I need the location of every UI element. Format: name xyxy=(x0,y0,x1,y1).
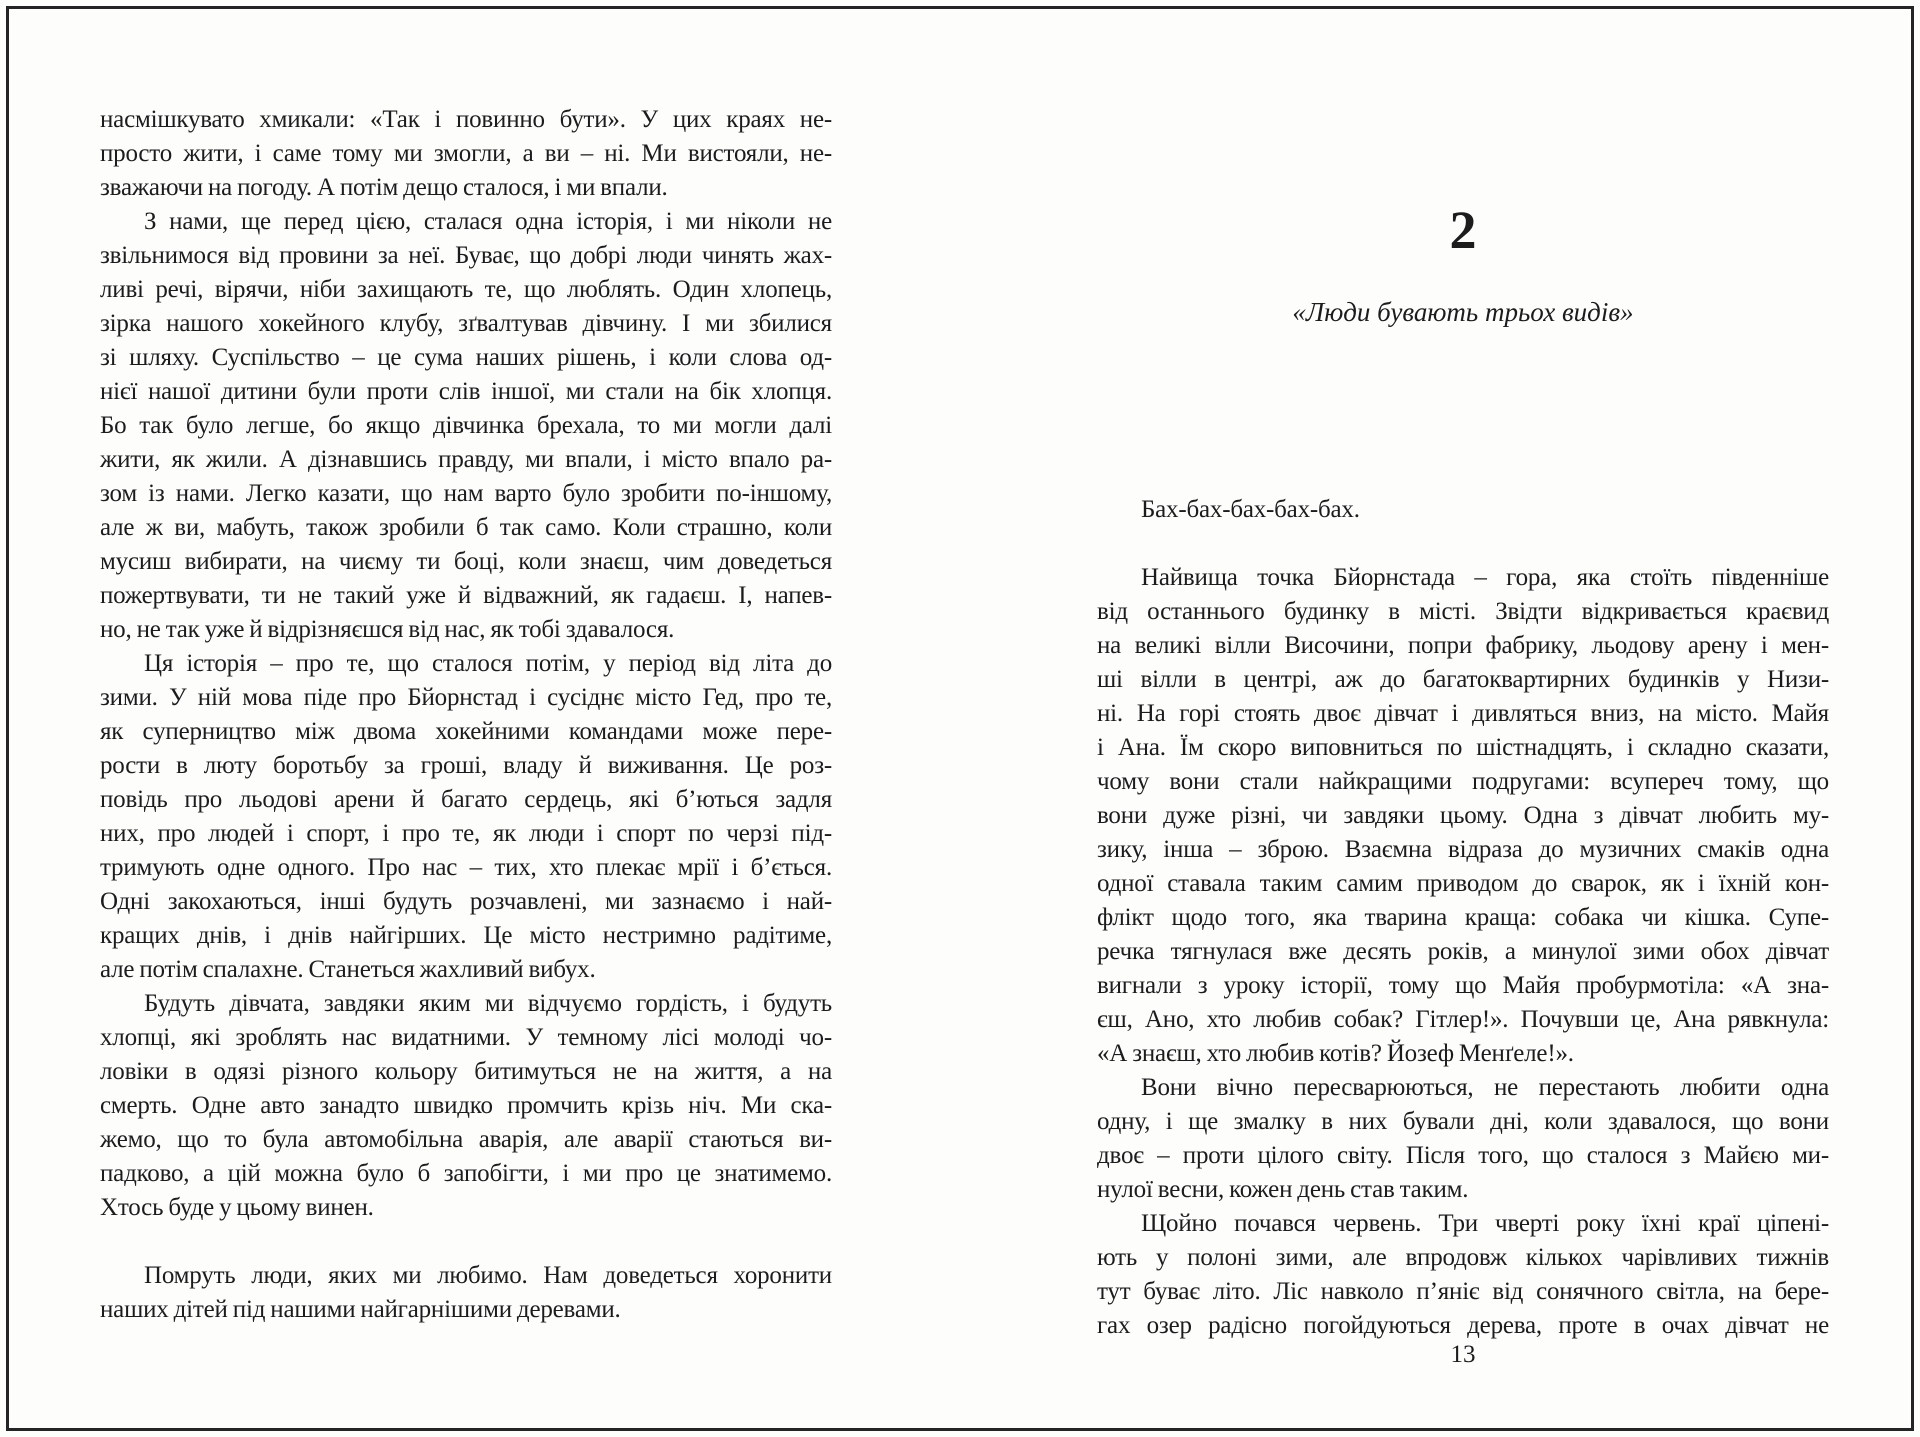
text-line: від останнього будинку в місті. Звідти відкривається краєвид xyxy=(1097,598,1829,625)
text-line: чому вони стали найкращими подругами: всупереч тому, що xyxy=(1097,768,1829,795)
text-line: на великі вілли Височини, попри фабрику, льодову арену і мен- xyxy=(1097,632,1829,659)
text-line: пожертвувати, ти не такий уже й відважний, як гадаєш. І, напев- xyxy=(100,582,832,609)
text-line: Найвища точка Бйорнстада – гора, яка стоїть південніше xyxy=(1141,564,1829,591)
text-line: двоє – проти цілого світу. Після того, що сталося з Майєю ми- xyxy=(1097,1142,1829,1169)
chapter-number: 2 xyxy=(1449,200,1477,260)
text-line: але потім спалахне. Станеться жахливий вибух. xyxy=(100,956,596,983)
text-line: Одні закохаються, інші будуть розчавлені, ми зазнаємо і най- xyxy=(100,888,832,915)
text-line: зі шляху. Суспільство – це сума наших рішень, і коли слова од- xyxy=(100,344,832,371)
text-line: ють у полоні зими, але впродовж кількох чарівливих тижнів xyxy=(1097,1244,1829,1271)
text-line: смерть. Одне авто занадто швидко промчить крізь ніч. Ми ска- xyxy=(100,1092,832,1119)
page-number: 13 xyxy=(1450,1341,1476,1368)
text-line: одну, і ще змалку в них бували дні, коли здавалося, що вони xyxy=(1097,1108,1829,1135)
text-line: ливі речі, вірячи, ніби захищають те, що люблять. Один хлопець, xyxy=(100,276,832,303)
text-line: ні. На горі стоять двоє дівчат і дивляться вниз, на місто. Майя xyxy=(1097,700,1829,727)
text-line: тримують одне одного. Про нас – тих, хто плекає мрії і б’ється. xyxy=(100,854,832,881)
text-line: Бо так було легше, бо якщо дівчинка брехала, то ми могли далі xyxy=(100,412,832,439)
text-line: тут буває літо. Ліс навколо п’яніє від сонячного світла, на бере- xyxy=(1097,1278,1829,1305)
text-line: гах озер радісно погойдуються дерева, проте в очах дівчат не xyxy=(1097,1312,1829,1339)
text-line: зірка нашого хокейного клубу, зґвалтував дівчину. І ми збилися xyxy=(100,310,832,337)
text-line: речка тягнулася вже десять років, а минулої зими обох дівчат xyxy=(1097,938,1829,965)
text-line: Помруть люди, яких ми любимо. Нам доведеться хоронити xyxy=(144,1262,832,1289)
right-page-text-column xyxy=(1097,493,1829,1343)
text-line: рости в люту боротьбу за гроші, владу й виживання. Це роз- xyxy=(100,752,832,779)
text-line: нієї нашої дитини були проти слів іншої, ми стали на бік хлопця. xyxy=(100,378,832,405)
text-line: флікт щодо того, яка тварина краща: собака чи кішка. Супе- xyxy=(1097,904,1829,931)
text-line: зими. У ній мова піде про Бйорнстад і сусіднє місто Гед, про те, xyxy=(100,684,832,711)
text-line: падково, а цій можна було б запобігти, і ми про це знатимемо. xyxy=(100,1160,832,1187)
text-line: них, про людей і спорт, і про те, як люди і спорт по черзі під- xyxy=(100,820,832,847)
text-line: жити, як жили. А дізнавшись правду, ми впали, і місто впало ра- xyxy=(100,446,832,473)
text-line: як суперництво між двома хокейними командами може пере- xyxy=(100,718,832,745)
text-line: З нами, ще перед цією, сталася одна історія, і ми ніколи не xyxy=(144,208,832,235)
text-line: мусиш вибирати, на чиєму ти боці, коли знаєш, чим доведеться xyxy=(100,548,832,575)
text-line: нулої весни, кожен день став таким. xyxy=(1097,1176,1469,1203)
left-page-text-column xyxy=(100,103,832,1327)
text-line: ловіки в одязі різного кольору битимуться не на життя, а на xyxy=(100,1058,832,1085)
text-line: вигнали з уроку історії, тому що Майя пробурмотіла: «А зна- xyxy=(1097,972,1829,999)
text-line: але ж ви, мабуть, також зробили б так само. Коли страшно, коли xyxy=(100,514,832,541)
text-line: зику, інша – зброю. Взаємна відраза до музичних смаків одна xyxy=(1097,836,1829,863)
text-line: кращих днів, і днів найгірших. Це місто нестримно радітиме, xyxy=(100,922,832,949)
chapter-subtitle: «Люди бувають трьох видів» xyxy=(1292,297,1634,327)
text-line: повідь про льодові арени й багато сердець, які б’ються задля xyxy=(100,786,832,813)
text-line: но, не так уже й відрізняєшся від нас, як тобі здавалося. xyxy=(100,616,675,643)
text-line: Щойно почався червень. Три чверті року їхні краї ціпені- xyxy=(1141,1210,1829,1237)
text-line: хлопці, які зроблять нас видатними. У темному лісі молоді чо- xyxy=(100,1024,832,1051)
text-line: зважаючи на погоду. А потім дещо сталося, і ми впали. xyxy=(100,174,668,201)
text-line: насмішкувато хмикали: «Так і повинно бути». У цих краях не- xyxy=(100,106,832,133)
text-line: «А знаєш, хто любив котів? Йозеф Менґеле!». xyxy=(1097,1040,1574,1067)
text-line: одної ставала таким самим приводом до сварок, як і їхній кон- xyxy=(1097,870,1829,897)
text-line: Хтось буде у цьому винен. xyxy=(100,1194,374,1221)
text-line: ші вілли в центрі, аж до багатоквартирних будинків у Низи- xyxy=(1097,666,1829,693)
text-line: просто жити, і саме тому ми змогли, а ви – ні. Ми вистояли, не- xyxy=(100,140,832,167)
text-line: єш, Ано, хто любив собак? Гітлер!». Почувши це, Ана рявкнула: xyxy=(1097,1006,1829,1033)
text-line: зом із нами. Легко казати, що нам варто було зробити по-іншому, xyxy=(100,480,832,507)
text-line: Будуть дівчата, завдяки яким ми відчуємо гордість, і будуть xyxy=(144,990,832,1017)
text-line: Вони вічно пересварюються, не перестають любити одна xyxy=(1141,1074,1829,1101)
text-line: вони дуже різні, чи завдяки цьому. Одна з дівчат любить му- xyxy=(1097,802,1829,829)
text-line: Бах-бах-бах-бах-бах. xyxy=(1141,496,1360,523)
text-line: звільнимося від провини за неї. Буває, що добрі люди чинять жах- xyxy=(100,242,832,269)
text-line: жемо, що то була автомобільна аварія, але аварії стаються ви- xyxy=(100,1126,832,1153)
text-line: наших дітей під нашими найгарнішими деревами. xyxy=(100,1296,621,1323)
text-line: і Ана. Їм скоро виповниться по шістнадцять, і складно сказати, xyxy=(1097,734,1829,761)
text-line: Ця історія – про те, що сталося потім, у період від літа до xyxy=(144,650,832,677)
